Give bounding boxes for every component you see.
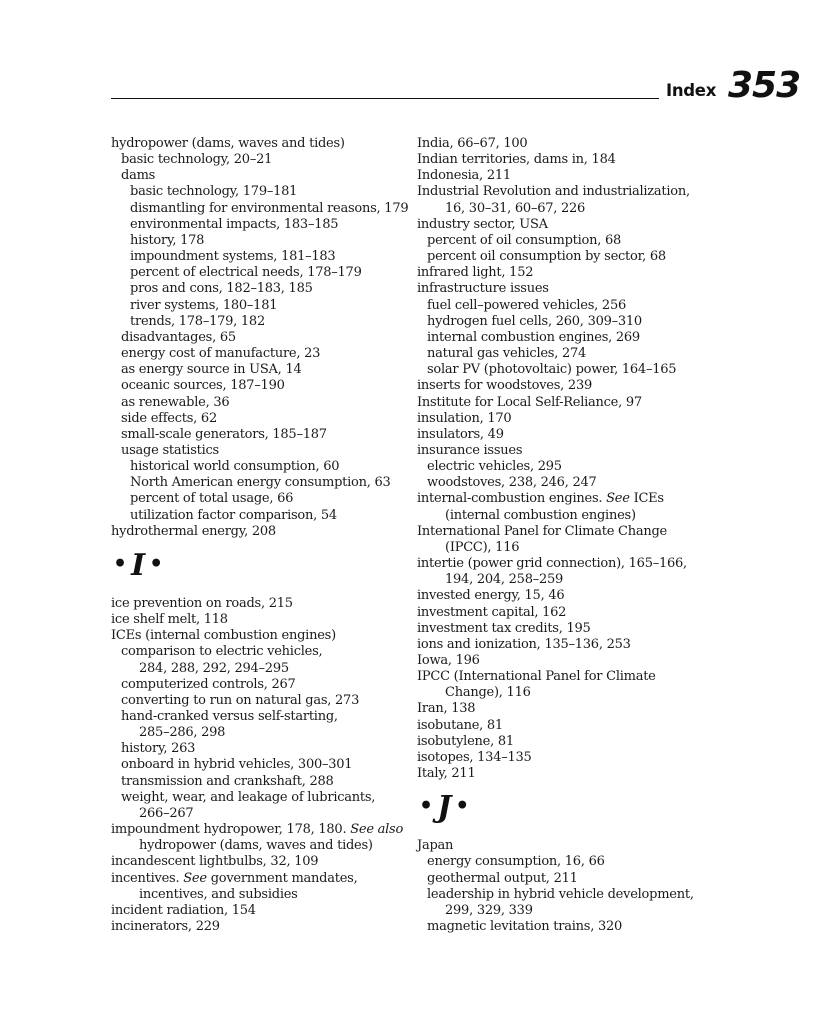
index-entry — [417, 201, 717, 217]
index-entry — [111, 596, 411, 612]
index-entry-text: percent of electrical needs, 178–179 — [130, 265, 362, 281]
index-entry-text: infrastructure issues — [417, 281, 549, 297]
index-entry — [417, 265, 717, 281]
index-entry — [111, 822, 411, 838]
index-entry-text: ions and ionization, 135–136, 253 — [417, 636, 631, 652]
index-entry — [111, 281, 411, 297]
index-entry-text: 194, 204, 258–259 — [445, 572, 564, 588]
index-entry-text: usage statistics — [121, 442, 219, 458]
index-entry — [111, 427, 411, 443]
index-entry — [417, 136, 717, 152]
index-entry — [111, 330, 411, 346]
index-entry-text: incinerators, 229 — [111, 919, 220, 935]
see-reference: See also — [350, 822, 404, 838]
index-entry-text: small-scale generators, 185–187 — [121, 426, 327, 442]
index-entry-text: fuel cell–powered vehicles, 256 — [427, 297, 626, 313]
index-entry — [417, 524, 717, 540]
index-entry-text: ICEs (internal combustion engines) — [111, 628, 336, 644]
index-entry — [111, 677, 411, 693]
index-entry-text: incident radiation, 154 — [111, 902, 256, 918]
index-entry — [417, 330, 717, 346]
index-entry-text: geothermal output, 211 — [427, 870, 578, 886]
index-entry — [417, 427, 717, 443]
index-entry — [111, 725, 411, 741]
section-letter-text: J — [437, 790, 456, 826]
index-entry-text: hydrogen fuel cells, 260, 309–310 — [427, 313, 642, 329]
index-entry-text: Italy, 211 — [417, 766, 476, 782]
index-entry-text: weight, wear, and leakage of lubricants, — [121, 789, 376, 805]
index-entry — [111, 790, 411, 806]
index-entry — [417, 653, 717, 669]
index-entry-text: impoundment systems, 181–183 — [130, 249, 336, 265]
index-entry — [111, 314, 411, 330]
index-entry — [417, 838, 717, 854]
index-entry — [417, 362, 717, 378]
index-entry — [417, 152, 717, 168]
index-entry-text: Iowa, 196 — [417, 653, 480, 668]
index-entry-text: 285–286, 298 — [139, 725, 226, 741]
index-entry — [417, 281, 717, 297]
index-entry-text: energy cost of manufacture, 23 — [121, 346, 321, 362]
index-entry — [111, 378, 411, 394]
index-entry-text: comparison to electric vehicles, — [121, 644, 323, 660]
index-entry — [111, 644, 411, 660]
index-entry — [111, 524, 411, 540]
index-entry — [417, 459, 717, 475]
header-section-label: Index — [666, 81, 717, 100]
index-entry-text: utilization factor comparison, 54 — [130, 507, 337, 523]
index-entry-text: investment tax credits, 195 — [417, 620, 591, 636]
index-entry — [111, 709, 411, 725]
index-entry — [111, 136, 411, 152]
index-entry — [111, 661, 411, 677]
index-entry-text: river systems, 180–181 — [130, 297, 278, 313]
index-entry — [417, 475, 717, 491]
index-entry — [111, 184, 411, 200]
index-entry — [111, 612, 411, 628]
index-entry-text: 266–267 — [139, 805, 194, 821]
index-entry — [417, 887, 717, 903]
index-entry — [417, 443, 717, 459]
index-entry — [417, 556, 717, 572]
index-entry — [417, 572, 717, 588]
index-entry-text: environmental impacts, 183–185 — [130, 216, 339, 232]
index-entry — [111, 201, 411, 217]
index-entry-text: historical world consumption, 60 — [130, 459, 340, 475]
index-entry-text: insulators, 49 — [417, 426, 504, 442]
index-entry — [111, 362, 411, 378]
index-entry-text: energy consumption, 16, 66 — [427, 854, 605, 870]
index-entry-text: impoundment hydropower, 178, 180. — [111, 822, 347, 838]
index-entry-text: internal-combustion engines. — [417, 491, 603, 507]
index-entry — [111, 491, 411, 507]
index-entry-text: incandescent lightbulbs, 32, 109 — [111, 854, 319, 870]
index-entry-text: transmission and crankshaft, 288 — [121, 773, 334, 789]
index-entry-text: 16, 30–31, 60–67, 226 — [445, 200, 586, 216]
index-entry — [417, 508, 717, 524]
index-entry-text: (internal combustion engines) — [445, 507, 636, 523]
index-entry-text: natural gas vehicles, 274 — [427, 346, 587, 362]
index-entry — [111, 249, 411, 265]
index-entry-text: incentives, and subsidies — [139, 886, 298, 902]
index-entry — [111, 806, 411, 822]
index-entry — [417, 734, 717, 750]
section-letter-j — [419, 790, 717, 826]
index-entry-text: woodstoves, 238, 246, 247 — [427, 475, 597, 491]
index-entry — [417, 750, 717, 766]
index-entry — [417, 766, 717, 782]
index-entry-text: Industrial Revolution and industrialization, — [417, 184, 690, 200]
index-entry — [111, 298, 411, 314]
index-entry — [417, 249, 717, 265]
index-entry-text: percent of total usage, 66 — [130, 491, 294, 507]
index-entry-text: hand-cranked versus self-starting, — [121, 709, 338, 724]
index-entry-text: incentives. — [111, 870, 180, 886]
index-entry — [417, 298, 717, 314]
index-entry-text: Change), 116 — [445, 685, 531, 701]
index-entry-text: history, 263 — [121, 741, 196, 757]
index-entry-text: isotopes, 134–135 — [417, 749, 532, 765]
index-entry — [417, 605, 717, 621]
index-entry-text: intertie (power grid connection), 165–166, — [417, 556, 687, 572]
index-entry — [417, 540, 717, 556]
index-entry — [111, 741, 411, 757]
index-entry — [417, 411, 717, 427]
index-entry-text: as energy source in USA, 14 — [121, 362, 302, 378]
letter-bullet-icon: • — [455, 793, 474, 820]
index-entry — [417, 395, 717, 411]
see-reference: See — [183, 870, 207, 886]
index-column-left — [111, 136, 411, 935]
index-entry-text: magnetic levitation trains, 320 — [427, 919, 623, 935]
index-entry-text: hydrothermal energy, 208 — [111, 523, 276, 539]
index-entry — [111, 693, 411, 709]
index-entry — [111, 919, 411, 935]
index-entry-text: 284, 288, 292, 294–295 — [139, 660, 289, 676]
index-entry-text: dismantling for environmental reasons, 179 — [130, 200, 409, 216]
index-entry — [111, 903, 411, 919]
letter-bullet-icon: • — [419, 793, 438, 820]
index-entry-text: basic technology, 20–21 — [121, 152, 273, 168]
index-entry — [417, 854, 717, 870]
index-entry — [417, 685, 717, 701]
index-entry-text: (IPCC), 116 — [445, 539, 520, 555]
index-entry-text: hydropower (dams, waves and tides) — [139, 838, 373, 854]
index-entry-text: oceanic sources, 187–190 — [121, 378, 285, 394]
index-entry-text: converting to run on natural gas, 273 — [121, 692, 360, 708]
index-entry-text: Institute for Local Self-Reliance, 97 — [417, 394, 642, 410]
index-entry-text: investment capital, 162 — [417, 604, 567, 620]
header-rule — [111, 98, 659, 99]
index-entry — [111, 887, 411, 903]
index-entry — [417, 314, 717, 330]
index-entry-text: isobutylene, 81 — [417, 733, 514, 749]
index-entry — [111, 265, 411, 281]
index-entry — [417, 168, 717, 184]
index-entry-text: basic technology, 179–181 — [130, 184, 298, 200]
index-entry — [417, 637, 717, 653]
index-entry-text: Japan — [417, 838, 454, 854]
index-entry — [417, 871, 717, 887]
index-entry — [111, 774, 411, 790]
section-letter-text: I — [131, 547, 150, 583]
index-entry — [417, 903, 717, 919]
index-entry — [111, 854, 411, 870]
index-entry-text: India, 66–67, 100 — [417, 136, 528, 151]
index-entry — [417, 346, 717, 362]
index-entry — [111, 346, 411, 362]
index-entry-text: isobutane, 81 — [417, 717, 503, 733]
letter-bullet-icon: • — [113, 550, 132, 577]
index-entry-text: computerized controls, 267 — [121, 676, 296, 692]
index-entry — [417, 669, 717, 685]
index-entry-text: pros and cons, 182–183, 185 — [130, 281, 313, 297]
index-entry — [111, 217, 411, 233]
index-entry-text: dams — [121, 168, 156, 184]
index-entry-text: as renewable, 36 — [121, 394, 230, 410]
index-entry-text: insurance issues — [417, 442, 523, 458]
index-entry — [111, 838, 411, 854]
index-entry-text: infrared light, 152 — [417, 265, 534, 281]
index-entry-text: history, 178 — [130, 232, 205, 248]
index-entry — [111, 443, 411, 459]
index-entry — [417, 588, 717, 604]
index-entry — [417, 233, 717, 249]
index-entry-text: Indonesia, 211 — [417, 168, 511, 184]
index-entry-text: International Panel for Climate Change — [417, 523, 667, 539]
see-target-text: ICEs — [633, 491, 664, 507]
index-entry-text: side effects, 62 — [121, 410, 217, 426]
index-entry-text: trends, 178–179, 182 — [130, 313, 265, 329]
index-entry-text: solar PV (photovoltaic) power, 164–165 — [427, 362, 677, 378]
index-entry — [417, 378, 717, 394]
letter-bullet-icon: • — [149, 550, 168, 577]
index-entry-text: leadership in hybrid vehicle development, — [427, 886, 694, 902]
index-entry-text: Indian territories, dams in, 184 — [417, 152, 616, 168]
index-entry — [417, 919, 717, 935]
running-header — [111, 65, 801, 110]
index-entry — [111, 395, 411, 411]
index-entry-text: 299, 329, 339 — [445, 902, 533, 918]
index-entry-text: internal combustion engines, 269 — [427, 329, 640, 345]
index-entry — [417, 718, 717, 734]
see-reference: See — [606, 491, 630, 507]
index-entry-text: hydropower (dams, waves and tides) — [111, 136, 345, 151]
index-entry-text: North American energy consumption, 63 — [130, 475, 391, 491]
index-entry — [111, 459, 411, 475]
index-entry-text: Iran, 138 — [417, 701, 476, 717]
index-entry-text: invested energy, 15, 46 — [417, 588, 565, 604]
index-entry — [417, 217, 717, 233]
index-entry — [417, 184, 717, 200]
index-entry-text: electric vehicles, 295 — [427, 459, 562, 475]
index-entry — [111, 628, 411, 644]
section-letter-i — [113, 549, 411, 581]
index-entry — [111, 508, 411, 524]
page-number: 353 — [728, 65, 801, 106]
index-entry-text: IPCC (International Panel for Climate — [417, 669, 656, 685]
index-entry — [111, 411, 411, 427]
index-entry — [417, 701, 717, 717]
index-entry — [111, 233, 411, 249]
index-entry — [111, 168, 411, 184]
index-entry — [111, 871, 411, 887]
index-entry — [111, 475, 411, 491]
index-entry-text: disadvantages, 65 — [121, 329, 236, 345]
index-entry — [417, 491, 717, 507]
index-entry-text: ice shelf melt, 118 — [111, 612, 228, 628]
index-entry-text: insulation, 170 — [417, 410, 512, 426]
index-entry — [111, 152, 411, 168]
index-entry-text: industry sector, USA — [417, 216, 548, 232]
index-entry-text: percent oil consumption by sector, 68 — [427, 249, 666, 265]
index-entry-text: ice prevention on roads, 215 — [111, 595, 293, 611]
see-target-text: government mandates, — [210, 870, 358, 886]
index-entry — [417, 621, 717, 637]
index-entry-text: inserts for woodstoves, 239 — [417, 378, 592, 394]
index-entry-text: onboard in hybrid vehicles, 300–301 — [121, 757, 353, 773]
index-entry-text: percent of oil consumption, 68 — [427, 232, 622, 248]
index-column-right — [417, 136, 717, 935]
index-entry — [111, 757, 411, 773]
